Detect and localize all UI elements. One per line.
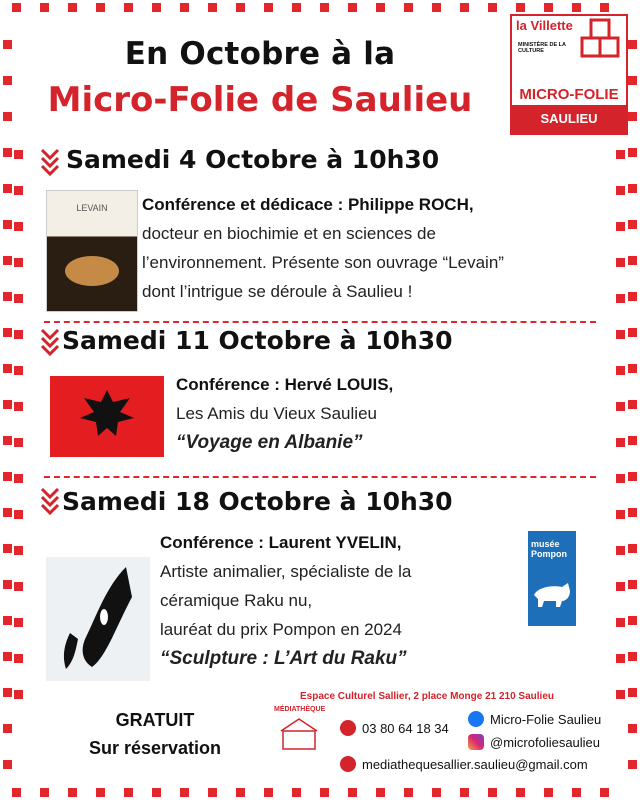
event-3-line: Artiste animalier, spécialiste de la [160,562,412,581]
border-square [572,3,581,12]
border-square [14,438,23,447]
border-square [432,788,441,797]
event-2-body [176,370,596,457]
free-notice [60,706,250,762]
facebook-icon [468,711,484,727]
event-1-line: l’environnement. Présente son ouvrage “Levain” [142,253,504,272]
book-cover-image [46,190,138,312]
border-square [320,3,329,12]
border-square [3,328,12,337]
border-square [544,788,553,797]
border-square [14,510,23,519]
border-square [14,222,23,231]
border-square [3,760,12,769]
border-square [600,788,609,797]
border-square [236,788,245,797]
border-square [3,148,12,157]
event-1-line: dont l’intrigue se déroule à Saulieu ! [142,282,413,301]
border-square [616,690,625,699]
phone-number[interactable]: 03 80 64 18 34 [362,721,449,736]
border-square [628,688,637,697]
micro-folie-label: MICRO-FOLIE [519,86,619,103]
border-square [516,3,525,12]
event-3-body [160,528,520,673]
border-square [292,3,301,12]
address-text: Espace Culturel Sallier, 2 place Monge 21 210 Saulieu [300,691,554,702]
border-square [628,580,637,589]
event-2-quote: “Voyage en Albanie” [176,432,363,453]
border-square [616,546,625,555]
border-square [376,788,385,797]
villette-label: la Villette [516,18,573,33]
border-square [628,544,637,553]
border-square [628,760,637,769]
border-square [14,474,23,483]
border-square [14,330,23,339]
cubes-icon [578,18,622,68]
border-square [616,186,625,195]
border-square [3,256,12,265]
border-square [544,3,553,12]
border-square [628,724,637,733]
border-square [616,474,625,483]
border-square [616,330,625,339]
border-square [14,294,23,303]
border-square [40,788,49,797]
border-square [14,690,23,699]
micro-folie-logo [510,14,628,135]
divider [44,476,596,478]
border-square [180,3,189,12]
border-square [14,654,23,663]
border-square [404,3,413,12]
instagram-handle[interactable]: @microfoliesaulieu [490,735,601,750]
border-square [68,788,77,797]
border-square [628,508,637,517]
reservation-label: Sur réservation [88,738,222,758]
event-3-title: Conférence : Laurent YVELIN, [160,533,402,552]
bear-icon [532,579,572,609]
border-square [3,364,12,373]
border-square [3,688,12,697]
event-3-quote: “Sculpture : L’Art du Raku” [160,648,407,669]
border-square [628,400,637,409]
border-square [616,294,625,303]
border-square [628,76,637,85]
building-icon [279,717,319,753]
border-square [3,436,12,445]
border-square [292,788,301,797]
border-square [14,402,23,411]
border-square [628,256,637,265]
border-square [628,184,637,193]
border-square [616,618,625,627]
event-1-date: Samedi 4 Octobre à 10h30 [66,145,440,174]
border-square [320,788,329,797]
border-square [3,220,12,229]
border-square [152,3,161,12]
border-square [616,222,625,231]
border-square [348,3,357,12]
albania-flag-image [50,376,164,457]
border-square [14,258,23,267]
border-square [628,652,637,661]
ministry-label: MINISTÈRE DE LA CULTURE [518,42,566,54]
border-square [432,3,441,12]
title-line-2: Micro-Folie de Saulieu [47,80,473,120]
border-square [14,186,23,195]
border-square [488,788,497,797]
border-square [628,364,637,373]
border-square [236,3,245,12]
border-square [404,788,413,797]
border-square [488,3,497,12]
border-square [3,724,12,733]
email-address[interactable]: mediathequesallier.saulieu@gmail.com [362,757,588,772]
border-square [3,292,12,301]
mediatheque-label: MÉDIATHÈQUE [274,706,326,713]
mediatheque-logo [274,706,324,770]
border-square [14,366,23,375]
border-square [14,618,23,627]
facebook-handle[interactable]: Micro-Folie Saulieu [490,712,602,727]
event-3-line: céramique Raku nu, [160,591,313,610]
border-square [12,788,21,797]
border-square [348,788,357,797]
border-square [12,3,21,12]
border-square [616,402,625,411]
border-square [3,508,12,517]
border-square [460,3,469,12]
border-square [14,150,23,159]
book-title: LEVAIN [76,203,108,213]
border-square [616,582,625,591]
border-square [3,580,12,589]
saulieu-band: SAULIEU [512,105,626,133]
instagram-icon [468,734,484,750]
event-3-line: lauréat du prix Pompon en 2024 [160,620,402,639]
museum-label: musée Pompon [531,539,567,559]
border-square [460,788,469,797]
border-square [628,112,637,121]
border-square [600,3,609,12]
border-square [628,616,637,625]
event-2-line: Les Amis du Vieux Saulieu [176,404,377,423]
border-square [68,3,77,12]
border-square [40,3,49,12]
event-1-title: Conférence et dédicace : Philippe ROCH, [142,195,474,214]
orca-sculpture-image [46,557,150,681]
border-square [628,472,637,481]
border-square [96,3,105,12]
divider [44,321,596,323]
border-square [3,652,12,661]
border-square [628,328,637,337]
border-square [208,788,217,797]
border-square [3,184,12,193]
border-square [616,258,625,267]
border-square [616,654,625,663]
border-square [180,788,189,797]
free-label: GRATUIT [115,710,195,730]
border-square [124,3,133,12]
title-line-1: En Octobre à la [124,36,396,72]
border-square [3,400,12,409]
phone-icon [340,720,356,736]
border-square [628,436,637,445]
border-square [14,582,23,591]
border-square [616,438,625,447]
border-square [628,148,637,157]
border-square [628,292,637,301]
event-1-body [142,190,582,306]
border-square [3,544,12,553]
event-2-date: Samedi 11 Octobre à 10h30 [62,326,453,355]
chevron-down-icon [40,487,60,515]
border-square [628,40,637,49]
border-square [3,616,12,625]
border-square [616,366,625,375]
border-square [516,788,525,797]
border-square [14,546,23,555]
border-square [124,788,133,797]
border-square [628,220,637,229]
border-square [152,788,161,797]
chevron-down-icon [40,328,60,356]
border-square [616,510,625,519]
border-square [208,3,217,12]
chevron-down-icon [40,148,60,176]
border-square [96,788,105,797]
border-square [616,150,625,159]
musee-pompon-logo [528,531,576,626]
event-2-title: Conférence : Hervé LOUIS, [176,375,394,394]
border-square [376,3,385,12]
email-icon [340,756,356,772]
border-square [264,788,273,797]
event-3-date: Samedi 18 Octobre à 10h30 [62,487,453,516]
border-square [3,472,12,481]
border-square [572,788,581,797]
event-1-line: docteur en biochimie et en sciences de [142,224,436,243]
border-square [264,3,273,12]
